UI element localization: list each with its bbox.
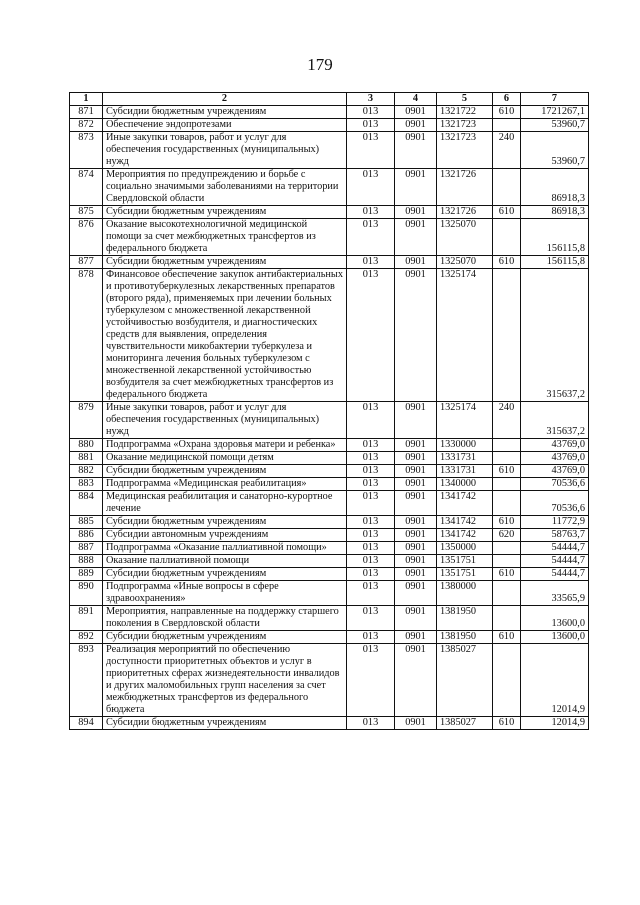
- column-header: 6: [493, 93, 521, 106]
- cell-c6: [493, 644, 521, 717]
- table-row: [70, 206, 589, 219]
- cell-name: Финансовое обеспечение закупок антибактериальных и противотуберкулезных лекарственных препаратов (второго ряда), применяемых при лечении больных туберкулезом с множественной лекарственной устойчивостью возбудителя, и диагностических средств для выявления, определения чувствительности микобактерии туберкулеза и мониторинга лечения больных туберкулезом с множественной лекарственной устойчивостью возбудителя за счет межбюджетных трансфертов из федерального бюджета: [103, 269, 347, 402]
- cell-c3: 013: [347, 516, 395, 529]
- cell-c6: [493, 169, 521, 206]
- cell-c4: 0901: [395, 169, 437, 206]
- cell-name: Подпрограмма «Охрана здоровья матери и ребенка»: [103, 439, 347, 452]
- cell-n: 879: [70, 402, 103, 439]
- cell-amount: 70536,6: [521, 491, 589, 516]
- cell-amount: 315637,2: [521, 402, 589, 439]
- cell-amount: 156115,8: [521, 256, 589, 269]
- cell-c4: 0901: [395, 269, 437, 402]
- cell-amount: 156115,8: [521, 219, 589, 256]
- cell-n: 884: [70, 491, 103, 516]
- table-row: [70, 542, 589, 555]
- table-row: [70, 219, 589, 256]
- cell-c4: 0901: [395, 219, 437, 256]
- cell-n: 883: [70, 478, 103, 491]
- cell-name: Субсидии бюджетным учреждениям: [103, 106, 347, 119]
- cell-name: Реализация мероприятий по обеспечению доступности приоритетных объектов и услуг в приоритетных сферах жизнедеятельности инвалидов и других маломобильных групп населения за счет межбюджетных трансфертов из федерального бюджета: [103, 644, 347, 717]
- cell-n: 890: [70, 581, 103, 606]
- cell-c5: 1385027: [437, 644, 493, 717]
- cell-c6: 610: [493, 256, 521, 269]
- table-row: [70, 529, 589, 542]
- cell-c5: 1330000: [437, 439, 493, 452]
- cell-c3: 013: [347, 119, 395, 132]
- cell-c4: 0901: [395, 106, 437, 119]
- cell-name: Субсидии бюджетным учреждениям: [103, 631, 347, 644]
- table-row: [70, 478, 589, 491]
- cell-c6: [493, 452, 521, 465]
- cell-n: 875: [70, 206, 103, 219]
- cell-n: 872: [70, 119, 103, 132]
- cell-n: 874: [70, 169, 103, 206]
- cell-amount: 54444,7: [521, 555, 589, 568]
- cell-amount: 70536,6: [521, 478, 589, 491]
- cell-n: 876: [70, 219, 103, 256]
- column-header: 2: [103, 93, 347, 106]
- table-row: [70, 581, 589, 606]
- cell-c5: 1325070: [437, 256, 493, 269]
- cell-c5: 1325174: [437, 402, 493, 439]
- cell-c3: 013: [347, 439, 395, 452]
- cell-c4: 0901: [395, 717, 437, 730]
- cell-c4: 0901: [395, 206, 437, 219]
- cell-c3: 013: [347, 644, 395, 717]
- column-header: 5: [437, 93, 493, 106]
- cell-name: Обеспечение эндопротезами: [103, 119, 347, 132]
- cell-c4: 0901: [395, 631, 437, 644]
- cell-c6: 610: [493, 717, 521, 730]
- cell-name: Подпрограмма «Оказание паллиативной помощи»: [103, 542, 347, 555]
- cell-c4: 0901: [395, 119, 437, 132]
- cell-c4: 0901: [395, 132, 437, 169]
- cell-c6: [493, 269, 521, 402]
- cell-c6: [493, 555, 521, 568]
- cell-c5: 1321722: [437, 106, 493, 119]
- cell-c6: [493, 439, 521, 452]
- cell-name: Иные закупки товаров, работ и услуг для обеспечения государственных (муниципальных) нужд: [103, 402, 347, 439]
- cell-c3: 013: [347, 106, 395, 119]
- cell-amount: 54444,7: [521, 542, 589, 555]
- cell-name: Субсидии бюджетным учреждениям: [103, 465, 347, 478]
- cell-c4: 0901: [395, 542, 437, 555]
- cell-amount: 86918,3: [521, 169, 589, 206]
- table-row: [70, 555, 589, 568]
- cell-name: Мероприятия, направленные на поддержку старшего поколения в Свердловской области: [103, 606, 347, 631]
- cell-amount: 11772,9: [521, 516, 589, 529]
- cell-c5: 1380000: [437, 581, 493, 606]
- cell-n: 885: [70, 516, 103, 529]
- cell-c5: 1341742: [437, 491, 493, 516]
- table-row: [70, 606, 589, 631]
- table-row: [70, 491, 589, 516]
- cell-c5: 1340000: [437, 478, 493, 491]
- cell-c6: [493, 491, 521, 516]
- cell-n: 871: [70, 106, 103, 119]
- cell-c3: 013: [347, 402, 395, 439]
- page-number: 179: [307, 55, 333, 74]
- cell-n: 882: [70, 465, 103, 478]
- cell-c4: 0901: [395, 256, 437, 269]
- cell-amount: 53960,7: [521, 132, 589, 169]
- table-row: [70, 402, 589, 439]
- cell-n: 878: [70, 269, 103, 402]
- table-row: [70, 119, 589, 132]
- cell-c6: 240: [493, 132, 521, 169]
- cell-c3: 013: [347, 555, 395, 568]
- table-row: [70, 169, 589, 206]
- column-header: 7: [521, 93, 589, 106]
- cell-c6: [493, 478, 521, 491]
- cell-n: 889: [70, 568, 103, 581]
- cell-n: 873: [70, 132, 103, 169]
- table-row: [70, 132, 589, 169]
- cell-c5: 1325174: [437, 269, 493, 402]
- table-row: [70, 644, 589, 717]
- cell-c3: 013: [347, 581, 395, 606]
- cell-n: 881: [70, 452, 103, 465]
- cell-c6: [493, 542, 521, 555]
- cell-c5: 1351751: [437, 568, 493, 581]
- table-row: [70, 568, 589, 581]
- cell-n: 877: [70, 256, 103, 269]
- cell-n: 888: [70, 555, 103, 568]
- table-row: [70, 269, 589, 402]
- cell-c3: 013: [347, 452, 395, 465]
- cell-name: Субсидии бюджетным учреждениям: [103, 206, 347, 219]
- cell-name: Субсидии бюджетным учреждениям: [103, 717, 347, 730]
- cell-c3: 013: [347, 206, 395, 219]
- cell-n: 893: [70, 644, 103, 717]
- cell-amount: 1721267,1: [521, 106, 589, 119]
- cell-c4: 0901: [395, 581, 437, 606]
- cell-c6: [493, 606, 521, 631]
- cell-c5: 1350000: [437, 542, 493, 555]
- table-row: [70, 516, 589, 529]
- cell-c4: 0901: [395, 491, 437, 516]
- cell-c4: 0901: [395, 439, 437, 452]
- cell-c4: 0901: [395, 529, 437, 542]
- cell-c5: 1325070: [437, 219, 493, 256]
- cell-c3: 013: [347, 465, 395, 478]
- cell-c3: 013: [347, 529, 395, 542]
- cell-name: Оказание высокотехнологичной медицинской помощи за счет межбюджетных трансфертов из федерального бюджета: [103, 219, 347, 256]
- cell-c5: 1321726: [437, 206, 493, 219]
- cell-c3: 013: [347, 256, 395, 269]
- cell-c3: 013: [347, 269, 395, 402]
- table-row: [70, 106, 589, 119]
- table-row: [70, 717, 589, 730]
- cell-c3: 013: [347, 631, 395, 644]
- column-header: 4: [395, 93, 437, 106]
- cell-amount: 53960,7: [521, 119, 589, 132]
- cell-c4: 0901: [395, 402, 437, 439]
- cell-c5: 1341742: [437, 516, 493, 529]
- cell-c3: 013: [347, 132, 395, 169]
- budget-table: [69, 92, 589, 730]
- cell-amount: 86918,3: [521, 206, 589, 219]
- table-row: [70, 452, 589, 465]
- cell-amount: 43769,0: [521, 452, 589, 465]
- cell-c6: [493, 581, 521, 606]
- cell-n: 892: [70, 631, 103, 644]
- cell-c4: 0901: [395, 644, 437, 717]
- cell-c4: 0901: [395, 478, 437, 491]
- cell-c6: [493, 119, 521, 132]
- cell-c4: 0901: [395, 606, 437, 631]
- cell-c5: 1341742: [437, 529, 493, 542]
- cell-amount: 13600,0: [521, 606, 589, 631]
- column-header: 1: [70, 93, 103, 106]
- cell-c5: 1321723: [437, 119, 493, 132]
- cell-c6: [493, 219, 521, 256]
- cell-amount: 12014,9: [521, 644, 589, 717]
- cell-c4: 0901: [395, 568, 437, 581]
- cell-c4: 0901: [395, 452, 437, 465]
- cell-c6: 610: [493, 206, 521, 219]
- cell-n: 880: [70, 439, 103, 452]
- cell-c4: 0901: [395, 555, 437, 568]
- cell-name: Оказание медицинской помощи детям: [103, 452, 347, 465]
- cell-name: Мероприятия по предупреждению и борьбе с социально значимыми заболеваниями на территории Свердловской области: [103, 169, 347, 206]
- cell-n: 894: [70, 717, 103, 730]
- cell-amount: 315637,2: [521, 269, 589, 402]
- cell-c3: 013: [347, 542, 395, 555]
- cell-c3: 013: [347, 606, 395, 631]
- cell-name: Подпрограмма «Медицинская реабилитация»: [103, 478, 347, 491]
- cell-c5: 1331731: [437, 465, 493, 478]
- table-row: [70, 439, 589, 452]
- cell-amount: 33565,9: [521, 581, 589, 606]
- cell-c5: 1381950: [437, 631, 493, 644]
- cell-name: Иные закупки товаров, работ и услуг для обеспечения государственных (муниципальных) нужд: [103, 132, 347, 169]
- table-row: [70, 256, 589, 269]
- table-row: [70, 465, 589, 478]
- cell-c6: 610: [493, 106, 521, 119]
- cell-c5: 1351751: [437, 555, 493, 568]
- cell-c3: 013: [347, 717, 395, 730]
- cell-c5: 1385027: [437, 717, 493, 730]
- cell-name: Субсидии автономным учреждениям: [103, 529, 347, 542]
- cell-c3: 013: [347, 568, 395, 581]
- cell-c5: 1381950: [437, 606, 493, 631]
- column-header: 3: [347, 93, 395, 106]
- cell-name: Медицинская реабилитация и санаторно-курортное лечение: [103, 491, 347, 516]
- cell-amount: 13600,0: [521, 631, 589, 644]
- cell-c5: 1321723: [437, 132, 493, 169]
- cell-n: 887: [70, 542, 103, 555]
- cell-name: Субсидии бюджетным учреждениям: [103, 568, 347, 581]
- cell-c6: 610: [493, 568, 521, 581]
- cell-c4: 0901: [395, 516, 437, 529]
- cell-c4: 0901: [395, 465, 437, 478]
- cell-name: Субсидии бюджетным учреждениям: [103, 516, 347, 529]
- cell-n: 891: [70, 606, 103, 631]
- cell-name: Подпрограмма «Иные вопросы в сфере здравоохранения»: [103, 581, 347, 606]
- cell-c3: 013: [347, 491, 395, 516]
- cell-amount: 12014,9: [521, 717, 589, 730]
- cell-c6: 610: [493, 516, 521, 529]
- cell-c3: 013: [347, 478, 395, 491]
- table-header-row: [70, 93, 589, 106]
- cell-amount: 58763,7: [521, 529, 589, 542]
- cell-amount: 43769,0: [521, 439, 589, 452]
- cell-name: Оказание паллиативной помощи: [103, 555, 347, 568]
- cell-c5: 1321726: [437, 169, 493, 206]
- cell-c6: 610: [493, 465, 521, 478]
- cell-c3: 013: [347, 219, 395, 256]
- cell-amount: 54444,7: [521, 568, 589, 581]
- cell-c3: 013: [347, 169, 395, 206]
- cell-c5: 1331731: [437, 452, 493, 465]
- cell-c6: 610: [493, 631, 521, 644]
- cell-c6: 620: [493, 529, 521, 542]
- cell-c6: 240: [493, 402, 521, 439]
- table-row: [70, 631, 589, 644]
- cell-n: 886: [70, 529, 103, 542]
- cell-name: Субсидии бюджетным учреждениям: [103, 256, 347, 269]
- cell-amount: 43769,0: [521, 465, 589, 478]
